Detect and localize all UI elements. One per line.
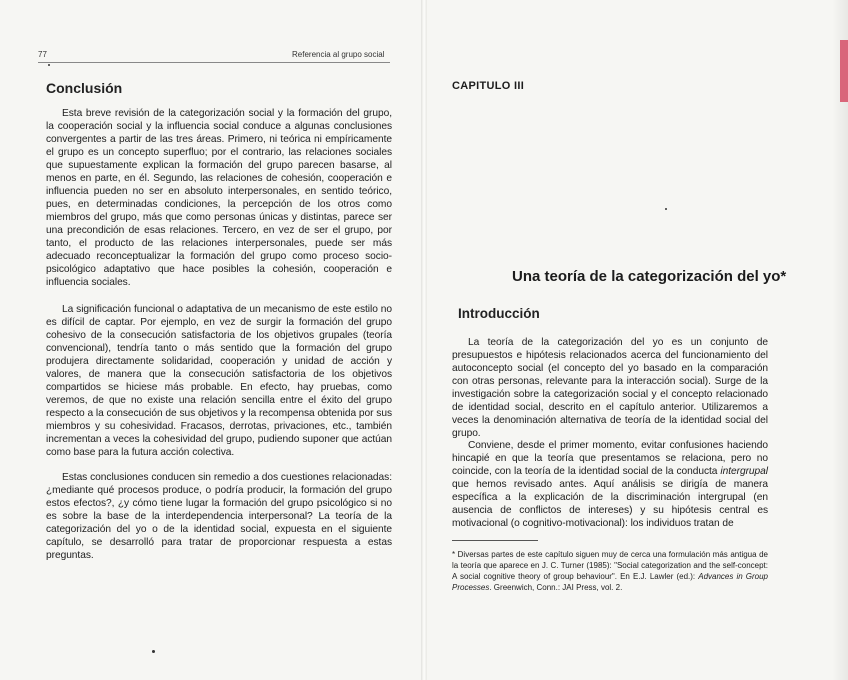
footnote-italic: Advances in Group Processes: [452, 572, 768, 592]
paragraph-text: Conviene, desde el primer momento, evitar confusiones haciendo hincapié en que la teoría que presentamos se relaciona, pero no coincide, con la teoría de la identidad social de la conducta: [452, 440, 768, 477]
page-number: 77: [38, 50, 47, 59]
ink-speck: [152, 650, 155, 653]
footnote-text: * Diversas partes de este capítulo siguen muy de cerca una formulación más antigua de la teoría que aparece en J. C. Turner (1985): "Social categorization and the self-concept: A social cognitive theory of group behaviour". En E.J. Lawler (ed.):: [452, 550, 768, 581]
paragraph: [452, 439, 768, 530]
ink-speck: [665, 208, 667, 210]
paragraph: Estas conclusiones conducen sin remedio a dos cuestiones relacionadas: ¿mediante qué procesos produce, o podría producir, la formación del grupo estos efectos?, ¿y cómo tiene lugar la formación del grupo psicológico si no es sobre la base de la interdependencia interpersonal? La teoría de la categorización del yo o de la identidad social, expuesta en el siguiente capítulo, se desarrolló para tratar de proporcionar respuesta a estas preguntas.: [46, 472, 392, 561]
running-head: Referencia al grupo social: [292, 50, 385, 59]
chapter-title: Una teoría de la categorización del yo*: [512, 268, 787, 285]
header-rule: [38, 62, 390, 63]
footnote: [452, 549, 768, 593]
chapter-label: CAPITULO III: [452, 80, 525, 92]
section-title-introduccion: Introducción: [458, 306, 540, 321]
paragraph-text: que hemos revisado antes. Aquí análisis se dirigía de manera específica a la explicación de la discriminación intergrupal (en ausencia de conflictos de intereses) y su hipótesis central es motivacional (o cognitivo-motivacional): los individuos tratan de: [452, 479, 768, 529]
bookmark-tab: [840, 40, 848, 102]
paragraph: La significación funcional o adaptativa de un mecanismo de este estilo no es difícil de captar. Por ejemplo, en vez de surgir la formación del grupo cohesivo de la consecución satisfactoria de los objetivos grupales (teoría convencional), tendría tanto o más sentido que la formación del grupo produjera directamente solidaridad, cooperación y unidad de acción y valores, de manera que la consecución satisfactoria de los objetivos compartidos se hiciese más probable. En efecto, hay pruebas, como veremos, de que no existe una relación sencilla entre el éxito del grupo respecto a la consecución de sus objetivos y la recompensa obtenida por sus miembros y su cohesividad. Fracasos, derrotas, privaciones, etc., también incrementan a veces la cohesividad del grupo, pudiendo suponer que actúan como base para la futura acción colectiva.: [46, 304, 392, 458]
footnote-text: . Greenwich, Conn.: JAI Press, vol. 2.: [489, 583, 623, 592]
ink-speck: [48, 64, 50, 66]
book-gutter: [421, 0, 427, 680]
paragraph: La teoría de la categorización del yo es un conjunto de presupuestos e hipótesis relacionados acerca del funcionamiento del autoconcepto social (el concepto del yo basado en la comparación con otras personas, relevante para la interacción social). Surge de la investigación sobre la categorización social y el concepto relacionado de identidad social, descrito en el capítulo anterior. Utilizaremos a veces la denominación alternativa de teoría de la identidad social del grupo.: [452, 337, 768, 439]
paragraph: Esta breve revisión de la categorización social y la formación del grupo, la cooperación social y la influencia social conduce a algunas conclusiones convergentes a partir de las tres áreas. Primero, ni teórica ni empíricamente el grupo es un concepto superfluo; por el contrario, las relaciones sociales que supuestamente explican la formación del grupo parecen basarse, al menos en parte, en él. Segundo, las relaciones de cohesión, cooperación e influencia pueden no ser en absoluto interpersonales, en sentido teórico, pues, en determinadas condiciones, la percepción de los otros como miembros del grupo, más que como personas únicas y distintas, parece ser una precondición de esas relaciones. Tercero, en vez de ser el grupo, por tanto, el producto de las relaciones interpersonales, puede ser más adecuado reconceptualizar la formación del grupo como proceso socio-psicológico adaptativo que hace posibles la cohesión, cooperación e influencia sociales.: [46, 108, 392, 288]
section-title-conclusion: Conclusión: [46, 80, 123, 96]
italic-term: intergrupal: [720, 466, 768, 477]
page-edge-shadow: [832, 0, 848, 680]
footnote-rule: [452, 540, 538, 541]
